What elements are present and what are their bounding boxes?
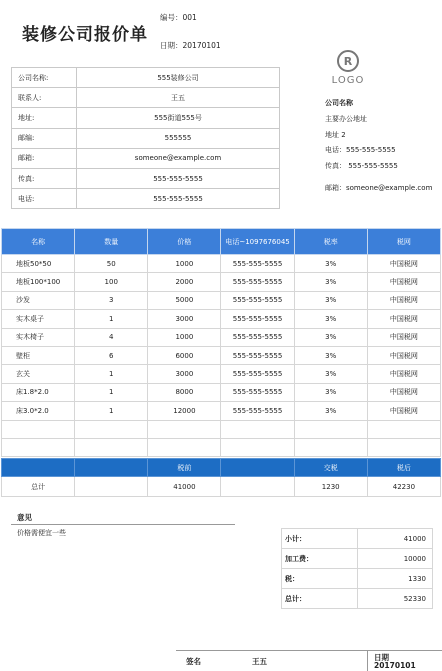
client-info-row [12, 68, 280, 88]
totals-cell [221, 477, 294, 497]
logo-text: LOGO [331, 75, 365, 86]
table-cell: 3000 [148, 310, 221, 328]
totals-table [1, 458, 441, 497]
table-cell: 3% [294, 255, 367, 273]
totals-header-cell [221, 459, 294, 477]
table-cell: 中国税网 [367, 310, 440, 328]
table-cell: 555-555-5555 [221, 310, 294, 328]
totals-cell: 总计 [2, 477, 75, 497]
table-cell: 6 [75, 346, 148, 364]
table-row [2, 402, 441, 420]
table-row [2, 310, 441, 328]
table-cell: 1000 [148, 328, 221, 346]
client-info-value: 555装修公司 [77, 68, 280, 88]
summary-row [282, 589, 433, 609]
table-cell [367, 438, 440, 456]
signature-name: 王五 [252, 657, 267, 666]
summary-value: 41000 [358, 529, 433, 549]
client-info-table [11, 67, 280, 209]
totals-header-cell: 税前 [148, 459, 221, 477]
company-info [325, 96, 432, 197]
table-cell: 1 [75, 402, 148, 420]
summary-value: 52330 [358, 589, 433, 609]
footer-separator [367, 650, 368, 671]
table-cell: 5000 [148, 291, 221, 309]
quote-number: 编号：001 [160, 13, 197, 22]
quote-date: 日期：20170101 [160, 41, 221, 50]
table-cell: 中国税网 [367, 383, 440, 401]
table-cell: 6000 [148, 346, 221, 364]
summary-row [282, 549, 433, 569]
table-cell: 555-555-5555 [221, 328, 294, 346]
totals-header-cell: 交税 [294, 459, 367, 477]
client-info-label: 地址: [12, 108, 77, 128]
registered-logo-icon: R [337, 50, 359, 72]
items-column-header: 税网 [367, 229, 440, 255]
items-column-header: 名称 [2, 229, 75, 255]
client-info-value: 555-555-5555 [77, 189, 280, 209]
totals-header-cell: 税后 [367, 459, 440, 477]
table-cell: 3% [294, 365, 367, 383]
table-cell [148, 438, 221, 456]
client-info-row [12, 168, 280, 188]
table-row [2, 273, 441, 291]
table-cell: 中国税网 [367, 273, 440, 291]
table-cell: 555-555-5555 [221, 346, 294, 364]
table-row [2, 346, 441, 364]
table-row [2, 438, 441, 456]
table-cell [294, 420, 367, 438]
table-cell: 中国税网 [367, 328, 440, 346]
table-cell: 床1.8*2.0 [2, 383, 75, 401]
footer-date-label: 日期 [374, 653, 389, 662]
company-email: 邮箱：someone@example.com [325, 183, 433, 192]
client-info-label: 电话: [12, 189, 77, 209]
table-cell: 中国税网 [367, 255, 440, 273]
table-cell: 1 [75, 365, 148, 383]
table-cell: 地板50*50 [2, 255, 75, 273]
client-info-row [12, 108, 280, 128]
table-cell: 1000 [148, 255, 221, 273]
totals-cell: 41000 [148, 477, 221, 497]
client-info-row [12, 189, 280, 209]
table-cell [367, 420, 440, 438]
table-row [2, 255, 441, 273]
summary-label: 总计： [282, 589, 358, 609]
totals-cell: 42230 [367, 477, 440, 497]
client-info-value: 王五 [77, 88, 280, 108]
table-cell: 555-555-5555 [221, 273, 294, 291]
table-cell: 3% [294, 310, 367, 328]
table-cell: 壁柜 [2, 346, 75, 364]
table-cell: 3% [294, 291, 367, 309]
table-cell: 2000 [148, 273, 221, 291]
table-cell [2, 420, 75, 438]
table-cell: 中国税网 [367, 291, 440, 309]
table-cell: 1 [75, 383, 148, 401]
client-info-label: 公司名称: [12, 68, 77, 88]
table-row [2, 328, 441, 346]
table-cell: 555-555-5555 [221, 365, 294, 383]
company-address-1: 主要办公地址 [325, 114, 367, 123]
totals-header-cell [2, 459, 75, 477]
opinion-divider [11, 524, 235, 525]
client-info-row [12, 88, 280, 108]
table-cell: 实木桌子 [2, 310, 75, 328]
totals-header-cell [75, 459, 148, 477]
table-cell: 50 [75, 255, 148, 273]
table-cell: 555-555-5555 [221, 255, 294, 273]
table-cell: 中国税网 [367, 346, 440, 364]
summary-label: 小计： [282, 529, 358, 549]
items-column-header: 数量 [75, 229, 148, 255]
items-table [1, 228, 441, 457]
table-cell: 3 [75, 291, 148, 309]
client-info-label: 邮箱: [12, 148, 77, 168]
table-cell: 555-555-5555 [221, 291, 294, 309]
company-fax: 传真： 555-555-5555 [325, 162, 398, 171]
table-cell: 3% [294, 328, 367, 346]
table-cell [221, 438, 294, 456]
footer-divider [176, 650, 442, 651]
client-info-value: someone@example.com [77, 148, 280, 168]
summary-label: 加工费： [282, 549, 358, 569]
table-cell: 555-555-5555 [221, 383, 294, 401]
client-info-value: 555-555-5555 [77, 168, 280, 188]
summary-row [282, 569, 433, 589]
table-cell: 555-555-5555 [221, 402, 294, 420]
client-info-row [12, 148, 280, 168]
table-cell [221, 420, 294, 438]
totals-cell [75, 477, 148, 497]
table-cell: 4 [75, 328, 148, 346]
table-cell: 8000 [148, 383, 221, 401]
table-row [2, 365, 441, 383]
company-name: 公司名称 [325, 99, 353, 107]
items-column-header: 价格 [148, 229, 221, 255]
company-address-2: 地址 2 [325, 130, 346, 139]
summary-table [281, 528, 433, 609]
table-cell: 中国税网 [367, 365, 440, 383]
table-row [2, 420, 441, 438]
signature-label: 签名 [186, 657, 201, 666]
items-column-header: 电话~1097676045 [221, 229, 294, 255]
summary-value: 1330 [358, 569, 433, 589]
table-cell: 100 [75, 273, 148, 291]
table-cell: 3% [294, 273, 367, 291]
client-info-row [12, 128, 280, 148]
table-cell: 3% [294, 346, 367, 364]
logo [328, 50, 368, 86]
client-info-value: 555街道555号 [77, 108, 280, 128]
footer-date-value: 20170101 [374, 661, 416, 670]
document-title: 装修公司报价单 [22, 25, 148, 45]
table-cell [75, 420, 148, 438]
summary-value: 10000 [358, 549, 433, 569]
totals-cell: 1230 [294, 477, 367, 497]
table-cell: 1 [75, 310, 148, 328]
table-cell [2, 438, 75, 456]
table-cell: 中国税网 [367, 402, 440, 420]
table-cell: 床3.0*2.0 [2, 402, 75, 420]
table-cell: 3% [294, 402, 367, 420]
summary-row [282, 529, 433, 549]
table-cell: 玄关 [2, 365, 75, 383]
table-cell: 12000 [148, 402, 221, 420]
table-cell [148, 420, 221, 438]
client-info-label: 邮编: [12, 128, 77, 148]
client-info-label: 传真: [12, 168, 77, 188]
table-cell [75, 438, 148, 456]
table-cell: 3% [294, 383, 367, 401]
summary-label: 税： [282, 569, 358, 589]
client-info-label: 联系人: [12, 88, 77, 108]
table-row [2, 383, 441, 401]
table-cell: 地板100*100 [2, 273, 75, 291]
opinion-text: 价格需便宜一些 [17, 529, 66, 537]
company-phone: 电话：555-555-5555 [325, 146, 396, 155]
table-row [2, 291, 441, 309]
table-cell: 沙发 [2, 291, 75, 309]
client-info-value: 555555 [77, 128, 280, 148]
opinion-title: 意见 [17, 513, 32, 522]
table-cell: 3000 [148, 365, 221, 383]
table-cell: 实木椅子 [2, 328, 75, 346]
table-cell [294, 438, 367, 456]
items-column-header: 税率 [294, 229, 367, 255]
